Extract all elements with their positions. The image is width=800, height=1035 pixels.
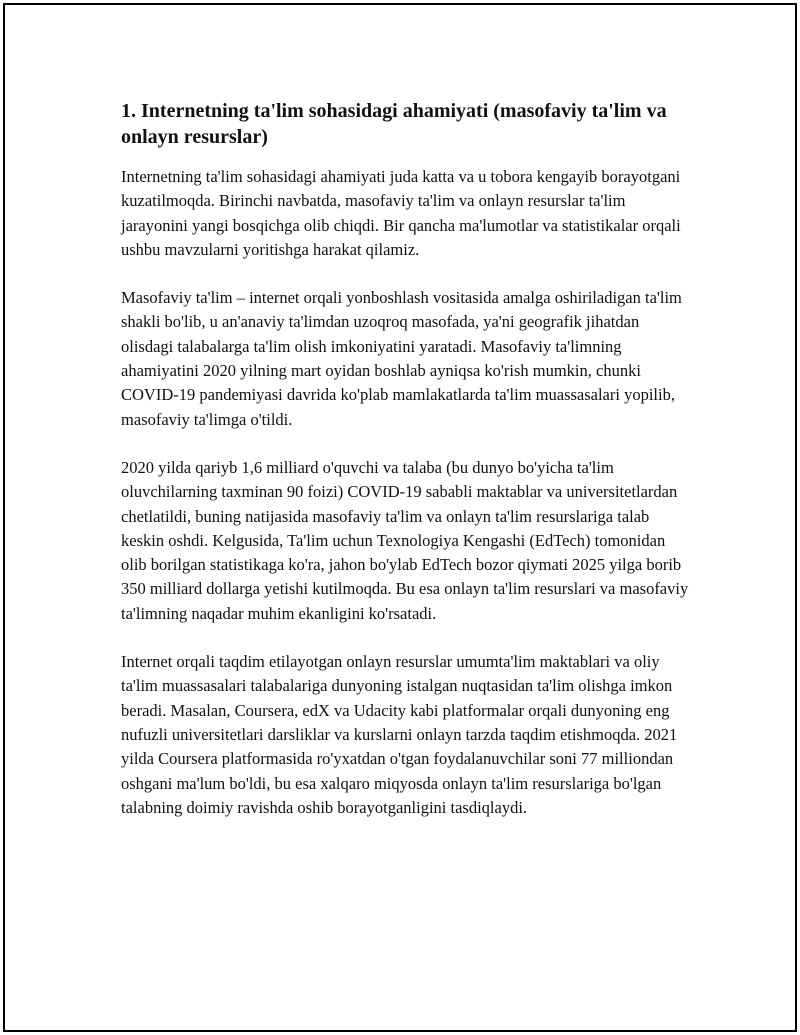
paragraph-online-resources: Internet orqali taqdim etilayotgan onlayn resurslar umumta'lim maktablari va oliy ta'lim muassasalari talabalariga dunyoning istalgan nuqtasidan ta'lim olishga imkon beradi. Masalan, Coursera, edX va Udacity kabi platformalar orqali dunyoning eng nufuzli universitetlari darsliklar va kurslarni onlayn tarzda taqdim etishmoqda. 2021 yilda Coursera platformasida ro'yxatdan o'tgan foydalanuvchilar soni 77 milliondan oshgani ma'lum bo'ldi, bu esa xalqaro miqyosda onlayn ta'lim resurslariga bo'lgan talabning doimiy ravishda oshib borayotganligini tasdiqlaydi. [121, 652, 678, 817]
section-heading: 1. Internetning ta'lim sohasidagi ahamiyati (masofaviy ta'lim va onlayn resurslar) [121, 100, 667, 148]
document-content [121, 98, 693, 844]
paragraph-intro: Internetning ta'lim sohasidagi ahamiyati juda katta va u tobora kengayib borayotgani kuzatilmoqda. Birinchi navbatda, masofaviy ta'lim va onlayn resurslar ta'lim jarayonini yangi bosqichga olib chiqdi. Bir qancha ma'lumotlar va statistikalar orqali ushbu mavzularni yoritishga harakat qilamiz. [121, 167, 681, 259]
paragraph-distance-learning: Masofaviy ta'lim – internet orqali yonboshlash vositasida amalga oshiriladigan ta'lim shakli bo'lib, u an'anaviy ta'limdan uzoqroq masofada, ya'ni geografik jihatdan olisdagi talabalarga ta'lim olish imkoniyatini yaratadi. Masofaviy ta'limning ahamiyatini 2020 yilning mart oyidan boshlab ayniqsa ko'rish mumkin, chunki COVID-19 pandemiyasi davrida ko'plab mamlakatlarda ta'lim muassasalari yopilib, masofaviy ta'limga o'tildi. [121, 288, 682, 429]
document-page [3, 3, 797, 1032]
paragraph-covid-statistics: 2020 yilda qariyb 1,6 milliard o'quvchi va talaba (bu dunyo bo'yicha ta'lim oluvchilarning taxminan 90 foizi) COVID-19 sababli maktablar va universitetlardan chetlatildi, buning natijasida masofaviy ta'lim va onlayn ta'lim resurslariga talab keskin oshdi. Kelgusida, Ta'lim uchun Texnologiya Kengashi (EdTech) tomonidan olib borilgan statistikaga ko'ra, jahon bo'ylab EdTech bozor qiymati 2025 yilga borib 350 milliard dollarga yetishi kutilmoqda. Bu esa onlayn ta'lim resurslari va masofaviy ta'limning naqadar muhim ekanligini ko'rsatadi. [121, 457, 689, 623]
